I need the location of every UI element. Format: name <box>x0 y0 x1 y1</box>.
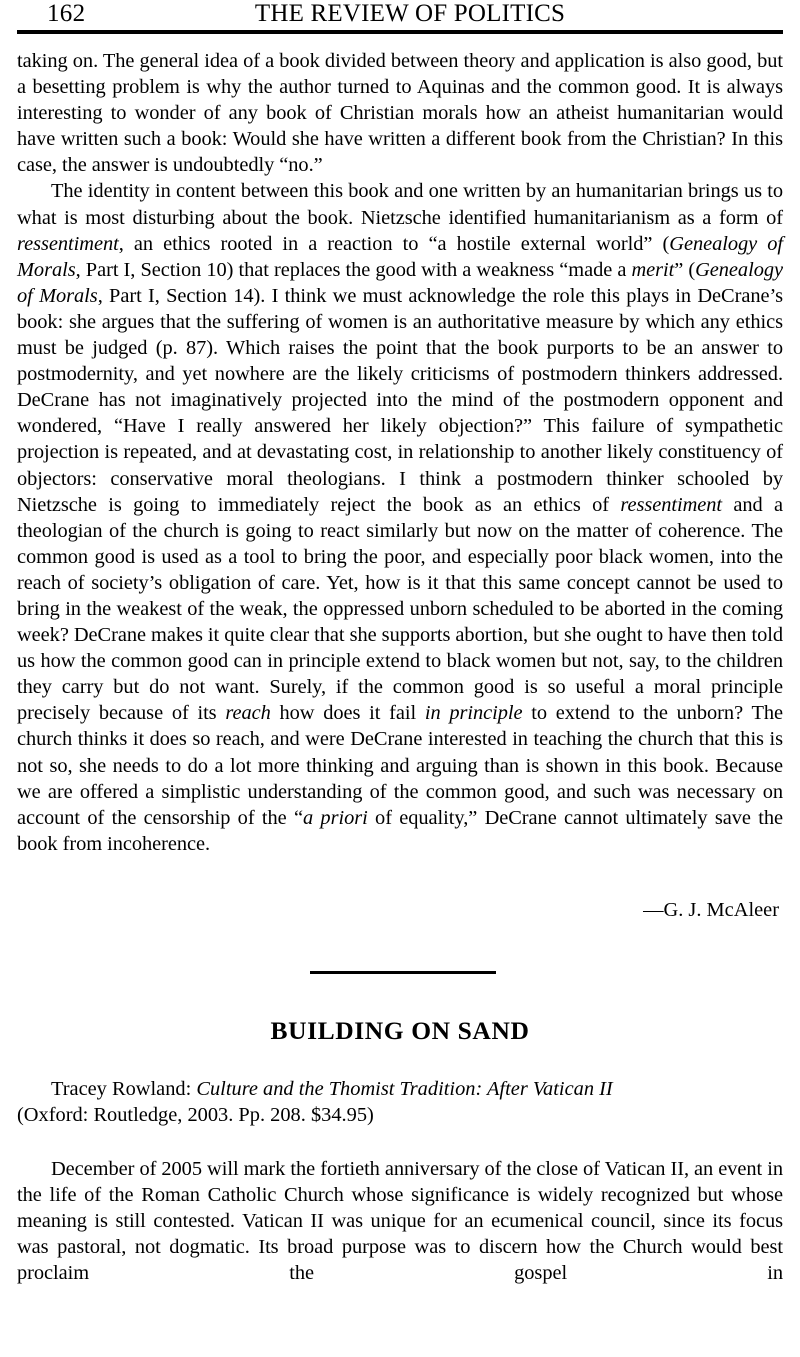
reviewer-byline: —G. J. McAleer <box>643 898 779 921</box>
citation-book-title: Culture and the Thomist Tradition: After Vatican II <box>196 1077 613 1100</box>
text-run: how does it fail <box>270 702 425 725</box>
review-one-body <box>17 48 783 857</box>
book-citation <box>17 1046 783 1128</box>
text-run: and a theologian of the church is going to react similarly but now on the matter of coherence. The common good is used as a tool to bring the poor, and especially poor black women, into the reach of society’s obligation of care. Yet, how is it that this same concept cannot be used to bring in the weakest of the weak, the oppressed unborn scheduled to be aborted in the coming week? DeCrane makes it quite clear that she supports abortion, but she ought to have then told us how the common good can in principle extend to black women but not, say, to the children they carry but do not want. Surely, if the common good is so useful a moral principle precisely because of its <box>17 493 783 725</box>
review-heading: BUILDING ON SAND <box>270 1015 530 1045</box>
emphasis-run: merit <box>631 258 675 281</box>
citation-publication-info: (Oxford: Routledge, 2003. Pp. 208. $34.95) <box>17 1104 374 1126</box>
section-divider <box>17 923 783 974</box>
text-run: December of 2005 will mark the fortieth anniversary of the close of Vatican II, an event in the life of the Roman Catholic Church whose significance is widely recognized but whose meaning is still contested. Vatican II was unique for an ecumenical council, since its focus was pastoral, not dogmatic. Its broad purpose was to discern how the Church would best proclaim the gospel in <box>17 1158 783 1285</box>
text-column <box>17 36 783 857</box>
text-run: , an ethics rooted in a reaction to “a hostile external world” ( <box>118 232 670 255</box>
emphasis-run: a priori <box>302 806 368 829</box>
text-run: to extend to the unborn? The church thinks it does so reach, and were DeCrane interested in teaching the church that this is not so, she needs to do a lot more thinking and arguing than is shown in this book. Because we are offered a simplistic understanding of the common good, and such was necessary on account of the censorship of the “ <box>17 702 783 829</box>
para-identity <box>17 178 783 856</box>
text-run: , Part I, Section 10) that replaces the good with a weakness “made a <box>75 258 632 281</box>
text-run: ” ( <box>674 258 696 281</box>
emphasis-run: in principle <box>424 702 523 725</box>
emphasis-run: Genealogy of Morals <box>17 232 783 281</box>
emphasis-run: ressentiment <box>17 232 119 255</box>
para-december <box>17 1156 783 1313</box>
journal-title: THE REVIEW OF POLITICS <box>254 0 566 27</box>
running-head <box>17 0 783 36</box>
citation-author: Tracey Rowland: <box>51 1077 192 1100</box>
emphasis-run: ressentiment <box>620 493 723 516</box>
review-two-body <box>17 1128 783 1313</box>
emphasis-run: reach <box>225 702 271 725</box>
text-run: taking on. The general idea of a book divided between theory and application is also good, but a besetting problem is why the author turned to Aquinas and the common good. It is always interesting to wonder of any book of Christian morals how an atheist humanitarian would have written such a book: Would she have written a different book from the Christian? In this case, the answer is undoubtedly “no.” <box>17 50 783 177</box>
para-continued <box>17 48 783 178</box>
page-number: 162 <box>47 0 86 27</box>
header-rule <box>17 30 783 34</box>
emphasis-run: Genealogy of Morals <box>17 258 783 307</box>
text-run: The identity in content between this book and one written by an humanitarian brings us to what is most disturbing about the book. Nietzsche identified humanitarianism as a form of <box>17 180 783 229</box>
text-run: , Part I, Section 14). I think we must acknowledge the role this plays in DeCrane’s book: she argues that the suffering of women is an authoritative measure by which any ethics must be judged (p. 87). Which raises the point that the book purports to be an answer to postmodernity, and yet nowhere are the likely criticisms of postmodern thinkers addressed. DeCrane has not imaginatively projected into the mind of the postmodern opponent and wondered, “Have I really answered her likely objection?” This failure of sympathetic projection is repeated, and at devastating cost, in relationship to another likely constituency of objectors: conservative moral theologians. I think a postmodern thinker schooled by Nietzsche is going to immediately reject the book as an ethics of <box>17 284 783 516</box>
divider-rule <box>310 971 496 974</box>
text-run: of equality,” DeCrane cannot ultimately save the book from incoherence. <box>17 806 783 855</box>
